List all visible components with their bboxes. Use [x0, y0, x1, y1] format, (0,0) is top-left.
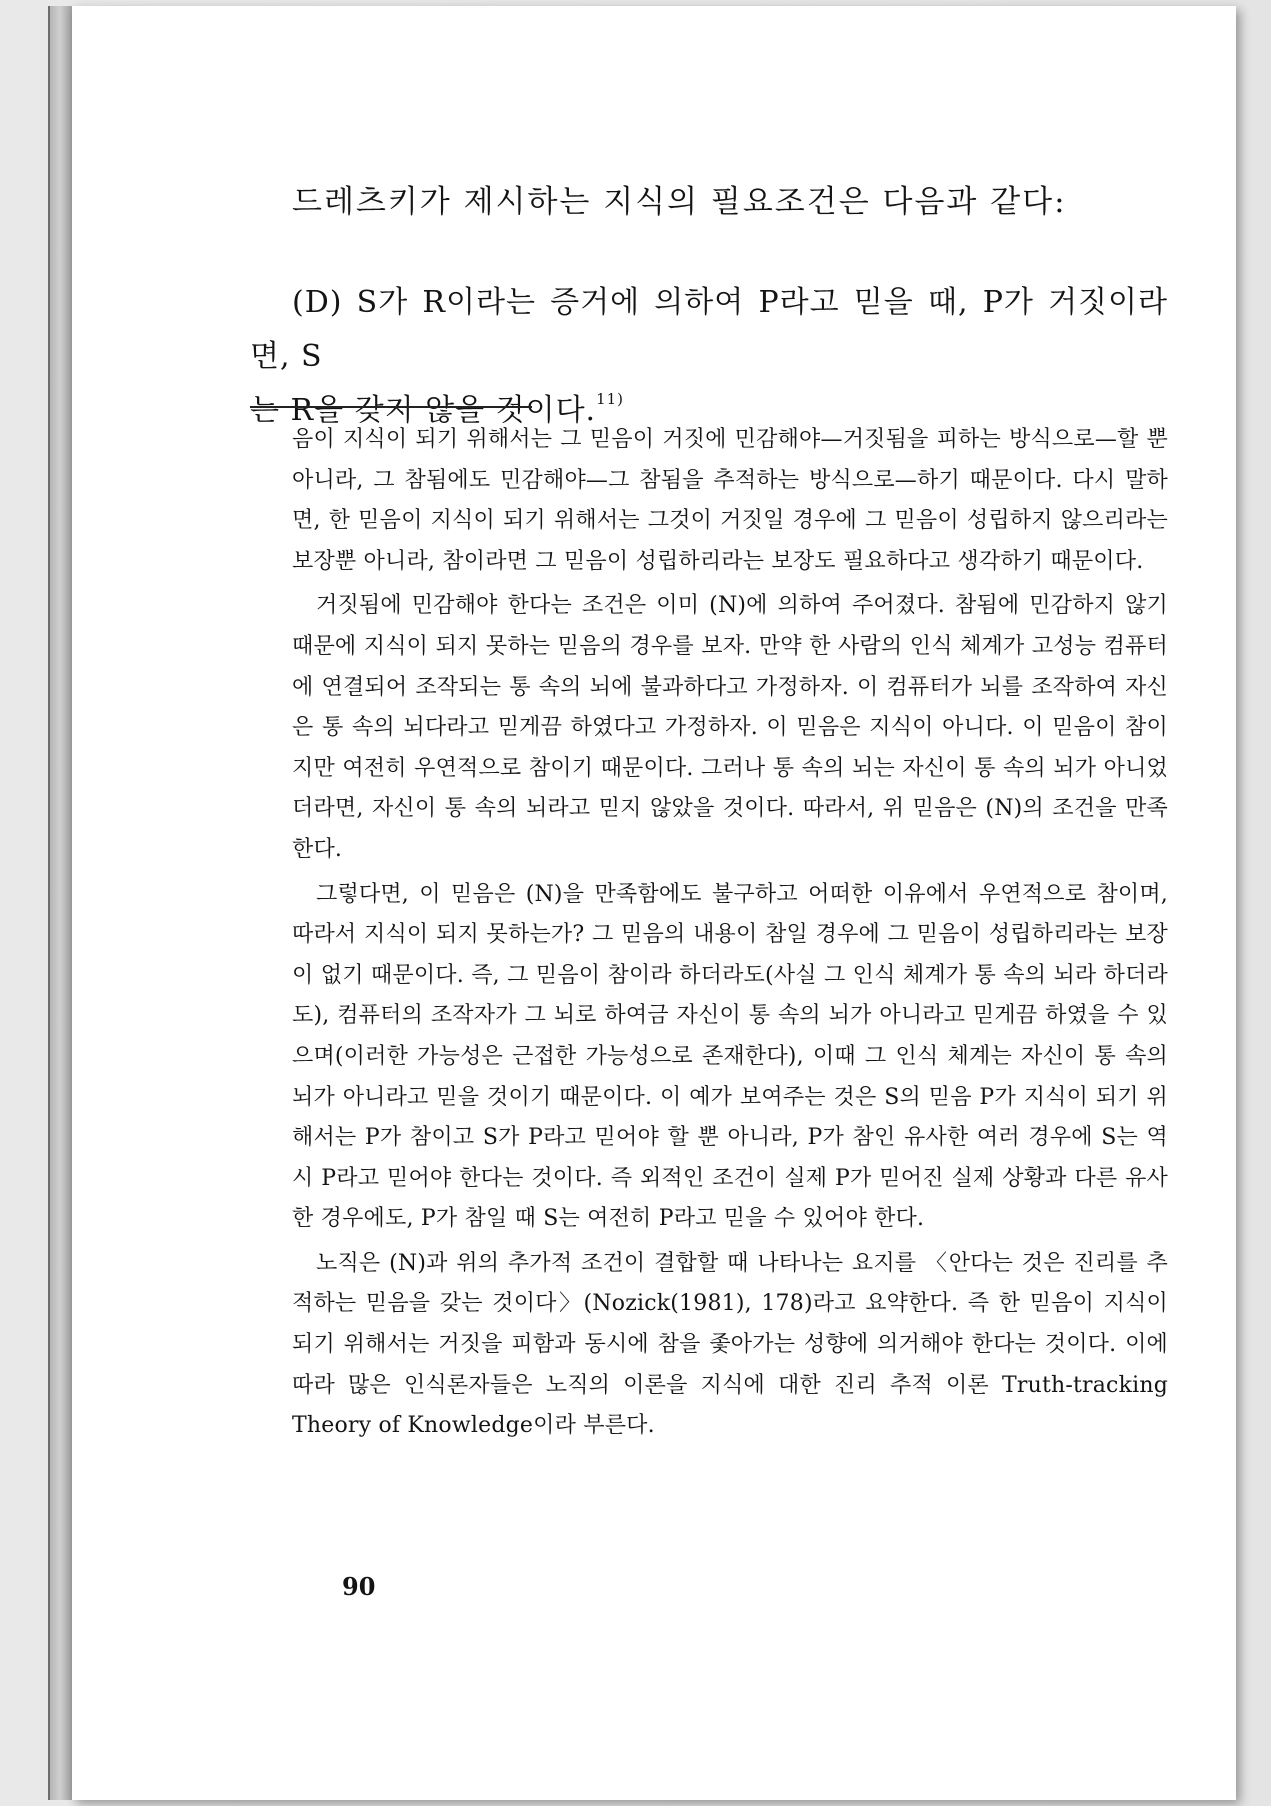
book-page [72, 6, 1236, 1800]
condition-d-line2: 는 R을 갖지 않을 것이다. [250, 393, 597, 428]
intro-sentence: 드레츠키가 제시하는 지식의 필요조건은 다음과 같다: [292, 184, 1067, 220]
paragraph-1: 음이 지식이 되기 위해서는 그 믿음이 거짓에 민감해야—거짓됨을 피하는 방식으로—할 뿐 아니라, 그 참됨에도 민감해야—그 참됨을 추적하는 방식으로—하기 때문이다. 다시 말하면, 한 믿음이 지식이 되기 위해서는 그것이 거짓일 경우에 그 믿음이 성립하지 않으리라는 보장뿐 아니라, 참이라면 그 믿음이 성립하리라는 보장도 필요하다고 생각하기 때문이다. [292, 427, 1168, 574]
paragraph-4: 노직은 (N)과 위의 추가적 조건이 결합할 때 나타나는 요지를 〈안다는 것은 진리를 추적하는 믿음을 갖는 것이다〉(Nozick(1981), 178)라고 요약한다. 즉 한 믿음이 지식이 되기 위해서는 거짓을 피함과 동시에 참을 좇아가는 성향에 의거해야 한다는 것이다. 이에 따라 많은 인식론자들은 노직의 이론을 지식에 대한 진리 추적 이론 Truth-tracking Theory of Knowledge이라 부른다. [292, 1250, 1168, 1439]
page-number: 90 [342, 1572, 376, 1601]
book-page-edge [48, 6, 74, 1800]
footnote-body [292, 420, 1168, 1451]
paragraph-2: 거짓됨에 민감해야 한다는 조건은 이미 (N)에 의하여 주어졌다. 참됨에 민감하지 않기 때문에 지식이 되지 못하는 믿음의 경우를 보자. 만약 한 사람의 인식 체계가 고성능 컴퓨터에 연결되어 조작되는 통 속의 뇌에 불과하다고 가정하자. 이 컴퓨터가 뇌를 조작하여 자신은 통 속의 뇌다라고 믿게끔 하였다고 가정하자. 이 믿음은 지식이 아니다. 이 믿음이 참이지만 여전히 우연적으로 참이기 때문이다. 그러나 통 속의 뇌는 자신이 통 속의 뇌가 아니었더라면, 자신이 통 속의 뇌라고 믿지 않았을 것이다. 따라서, 위 믿음은 (N)의 조건을 만족한다. [292, 593, 1168, 862]
paragraph-3: 그렇다면, 이 믿음은 (N)을 만족함에도 불구하고 어떠한 이유에서 우연적으로 참이며, 따라서 지식이 되지 못하는가? 그 믿음의 내용이 참일 경우에 그 믿음이 성립하리라는 보장이 없기 때문이다. 즉, 그 믿음이 참이라 하더라도(사실 그 인식 체계가 통 속의 뇌라 하더라도), 컴퓨터의 조작자가 그 뇌로 하여금 자신이 통 속의 뇌가 아니라고 믿게끔 하였을 수 있으며(이러한 가능성은 근접한 가능성으로 존재한다), 이때 그 인식 체계는 자신이 통 속의 뇌가 아니라고 믿을 것이기 때문이다. 이 예가 보여주는 것은 S의 믿음 P가 지식이 되기 위해서는 P가 참이고 S가 P라고 믿어야 할 뿐 아니라, P가 참인 유사한 여러 경우에 S는 역시 P라고 믿어야 한다는 것이다. 즉 외적인 조건이 실제 P가 믿어진 실제 상황과 다른 유사한 경우에도, P가 참일 때 S는 여전히 P라고 믿을 수 있어야 한다. [292, 881, 1168, 1232]
condition-d-line1: (D) S가 R이라는 증거에 의하여 P라고 믿을 때, P가 거짓이라면, S [250, 285, 1168, 374]
condition-d [250, 276, 1168, 438]
footnote-marker: 11) [596, 390, 625, 408]
footnote-rule [250, 406, 532, 408]
